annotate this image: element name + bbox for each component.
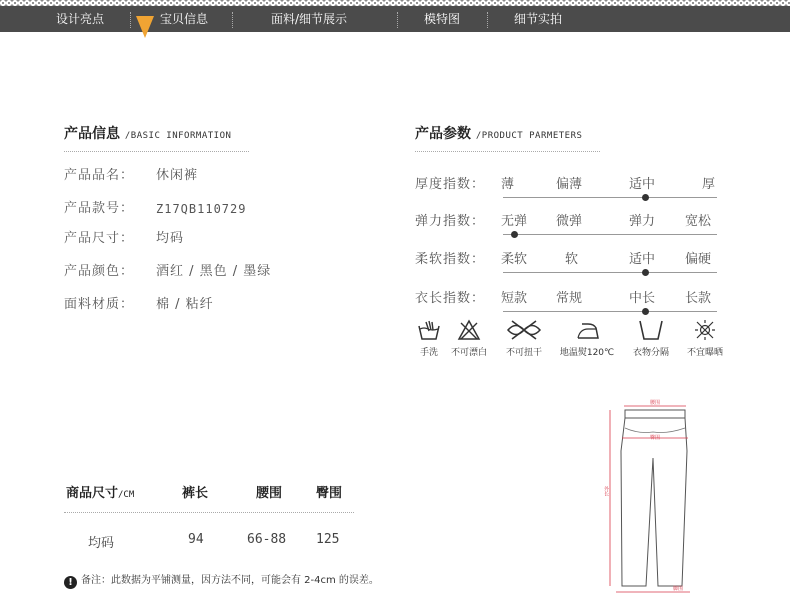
product-info-title-text: 产品信息	[64, 126, 120, 142]
param-marker	[642, 308, 649, 315]
param-option: 长款	[685, 291, 712, 306]
divider	[415, 151, 600, 152]
product-params-title	[415, 123, 582, 143]
care-label: 不可漂白	[450, 348, 487, 358]
param-row-elasticity	[415, 210, 725, 246]
care-no-bleach	[444, 318, 494, 358]
size-table-header-hip: 臀围	[316, 486, 343, 501]
param-option: 弹力	[629, 214, 656, 229]
measurement-note	[64, 571, 379, 589]
size-cell-length: 94	[188, 532, 204, 547]
param-track	[503, 311, 717, 312]
note-text: 备注：此数据为平铺测量，因方法不同，可能会有 2-4cm 的误差。	[81, 575, 379, 586]
info-label: 面料材质：	[64, 297, 135, 312]
param-track	[503, 272, 717, 273]
length-measure-label: 外长	[603, 486, 609, 496]
pants-outline	[621, 418, 687, 586]
waist-measure-label: 腰围	[649, 400, 661, 406]
care-label: 不宜曝晒	[686, 348, 723, 358]
size-header-label: 商品尺寸	[66, 486, 119, 501]
param-option: 偏硬	[685, 252, 712, 267]
param-option: 常规	[556, 291, 583, 306]
product-info-title	[64, 123, 231, 143]
size-table-divider	[64, 512, 354, 513]
size-cell-waist: 66-88	[247, 532, 287, 547]
care-no-sun-dry	[681, 318, 729, 358]
no-bleach-icon	[456, 318, 482, 342]
no-wring-icon	[504, 318, 544, 342]
info-value: 均码	[156, 231, 185, 246]
param-label: 衣长指数：	[415, 291, 486, 306]
nav-item-fabric-details[interactable]: 面料/细节展示	[271, 12, 348, 26]
param-option: 微弹	[556, 214, 583, 229]
param-marker	[642, 194, 649, 201]
care-label: 衣物分隔	[632, 348, 669, 358]
param-option: 厚	[702, 177, 716, 192]
care-iron	[554, 318, 620, 358]
size-header-unit: /CM	[118, 490, 135, 500]
pants-waistband	[625, 410, 685, 418]
info-label: 产品品名：	[64, 168, 135, 183]
nav-item-highlights[interactable]: 设计亮点	[56, 12, 105, 26]
nav-bar	[0, 6, 790, 32]
param-label: 厚度指数：	[415, 177, 486, 192]
size-cell-hip: 125	[316, 532, 340, 547]
nav-separator	[487, 12, 488, 28]
no-sun-dry-icon	[692, 318, 718, 342]
hip-measure-label: 臀围	[649, 435, 661, 441]
param-option: 适中	[629, 252, 656, 267]
wash-separately-icon	[638, 318, 664, 342]
info-label: 产品颜色：	[64, 264, 135, 279]
param-option: 短款	[501, 291, 528, 306]
size-cell-size: 均码	[88, 536, 115, 551]
info-value: 棉 / 粘纤	[156, 297, 214, 312]
size-table-header-waist: 腰围	[256, 486, 283, 501]
care-label: 不可扭干	[505, 348, 542, 358]
param-label: 弹力指数：	[415, 214, 486, 229]
param-marker	[642, 269, 649, 276]
hand-wash-icon	[416, 318, 442, 342]
param-row-softness	[415, 248, 725, 284]
param-track	[503, 197, 717, 198]
product-params-title-text: 产品参数	[415, 126, 471, 142]
param-option: 柔软	[501, 252, 528, 267]
param-label: 柔软指数：	[415, 252, 486, 267]
info-label: 产品尺寸：	[64, 231, 135, 246]
param-option: 宽松	[685, 214, 712, 229]
product-params-subtitle: /PRODUCT PARMETERS	[475, 131, 583, 141]
param-option: 适中	[629, 177, 656, 192]
info-value: 酒红 / 黑色 / 墨绿	[156, 264, 272, 279]
nav-item-model[interactable]: 模特图	[424, 12, 461, 26]
warning-icon: !	[64, 576, 77, 589]
info-value: Z17QB110729	[156, 202, 247, 216]
nav-item-detail-photos[interactable]: 细节实拍	[514, 12, 563, 26]
nav-separator	[130, 12, 131, 28]
nav-item-product-info[interactable]: 宝贝信息	[160, 12, 209, 26]
care-label: 地温熨120℃	[559, 348, 615, 358]
param-option: 中长	[629, 291, 656, 306]
hem-measure-label: 脚围	[672, 586, 684, 592]
param-row-thickness	[415, 173, 725, 209]
pants-pocket-line	[625, 428, 685, 433]
care-no-wring	[499, 318, 549, 358]
care-label: 手洗	[419, 348, 438, 358]
size-table-header-length: 裤长	[182, 486, 209, 501]
info-value: 休闲裤	[156, 168, 199, 183]
nav-active-pointer	[136, 16, 154, 38]
nav-separator	[397, 12, 398, 28]
param-marker	[511, 231, 518, 238]
iron-icon	[572, 318, 602, 342]
size-table-header-size	[66, 482, 134, 501]
divider	[64, 151, 249, 152]
param-track	[503, 234, 717, 235]
param-option: 软	[565, 252, 579, 267]
nav-separator	[232, 12, 233, 28]
pants-measurement-diagram	[598, 396, 708, 596]
product-info-subtitle: /BASIC INFORMATION	[124, 131, 232, 141]
param-option: 偏薄	[556, 177, 583, 192]
param-option: 薄	[501, 177, 515, 192]
care-wash-separately	[626, 318, 676, 358]
care-hand-wash	[412, 318, 446, 358]
param-option: 无弹	[501, 214, 528, 229]
info-label: 产品款号：	[64, 201, 135, 216]
